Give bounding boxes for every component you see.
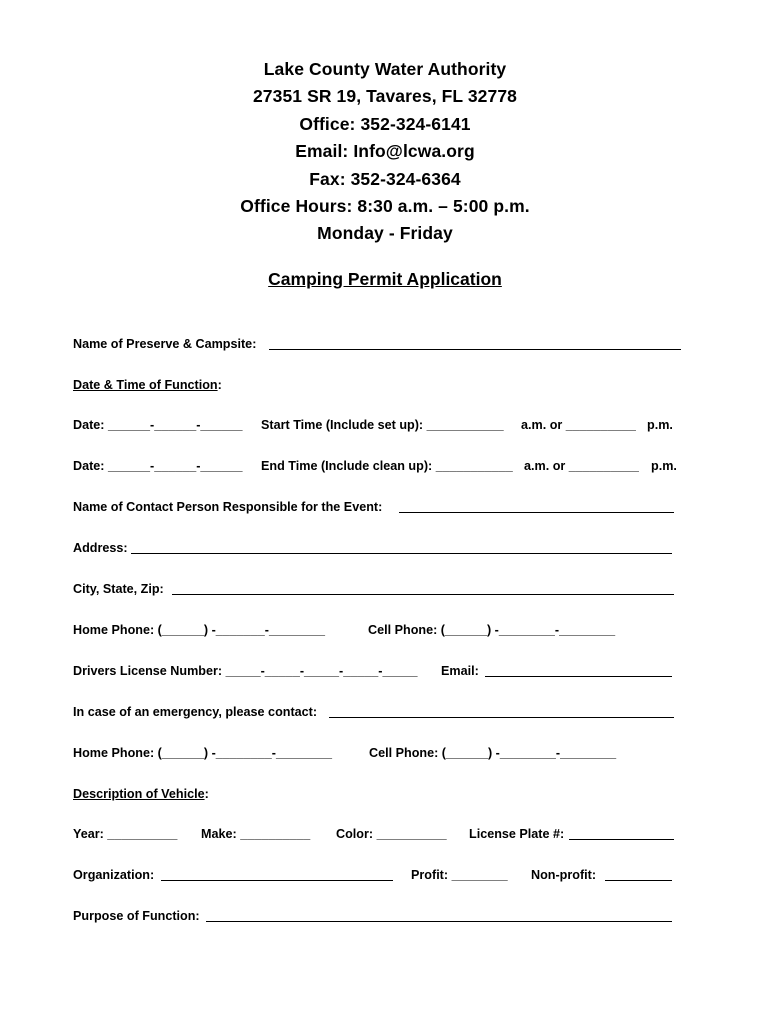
end-time-field[interactable]: End Time (Include clean up): ___________ xyxy=(261,459,513,473)
license-plate-label: License Plate #: xyxy=(469,827,565,841)
nonprofit-field[interactable] xyxy=(605,880,672,881)
license-row xyxy=(73,660,683,682)
document-title: Camping Permit Application xyxy=(268,269,502,289)
organization-row xyxy=(73,864,683,886)
start-pm-label: p.m. xyxy=(647,418,673,432)
office-days: Monday - Friday xyxy=(317,223,453,244)
purpose-field[interactable] xyxy=(206,921,672,922)
address-row xyxy=(73,537,683,559)
organization-label: Organization: xyxy=(73,868,155,882)
end-am-field[interactable]: a.m. or __________ xyxy=(524,459,639,473)
email-label: Email: xyxy=(441,664,479,678)
license-plate-field[interactable] xyxy=(569,839,674,840)
vehicle-make-field[interactable]: Make: __________ xyxy=(201,827,311,841)
date-time-heading: Date & Time of Function xyxy=(73,378,218,392)
letterhead xyxy=(0,56,770,248)
email-field[interactable] xyxy=(485,676,672,677)
emergency-contact-label: In case of an emergency, please contact: xyxy=(73,705,318,719)
city-state-zip-field[interactable] xyxy=(172,594,674,595)
preserve-row xyxy=(73,333,683,355)
vehicle-year-field[interactable]: Year: __________ xyxy=(73,827,178,841)
end-pm-label: p.m. xyxy=(651,459,677,473)
date-time-heading-row xyxy=(73,374,373,396)
contact-person-label: Name of Contact Person Responsible for the Event: xyxy=(73,500,383,514)
address-field[interactable] xyxy=(131,553,672,554)
organization-field[interactable] xyxy=(161,880,393,881)
phone-row-2 xyxy=(73,742,683,764)
org-address: 27351 SR 19, Tavares, FL 32778 xyxy=(252,86,518,107)
emergency-row xyxy=(73,701,683,723)
end-date-row xyxy=(73,455,683,477)
address-label: Address: xyxy=(73,541,128,555)
emergency-cell-phone-field[interactable]: Cell Phone: (______) -________-________ xyxy=(369,746,617,760)
office-phone: Office: 352-324-6141 xyxy=(299,113,471,134)
vehicle-heading-row xyxy=(73,783,373,805)
drivers-license-field[interactable]: Drivers License Number: _____-_____-_____-_____-_____ xyxy=(73,664,418,678)
nonprofit-label: Non-profit: xyxy=(531,868,597,882)
contact-person-field[interactable] xyxy=(399,512,674,513)
home-phone-field[interactable]: Home Phone: (______) -_______-________ xyxy=(73,623,326,637)
heading-colon: : xyxy=(217,378,222,392)
preserve-label: Name of Preserve & Campsite: xyxy=(73,337,257,351)
contact-person-row xyxy=(73,496,683,518)
end-date-field[interactable]: Date: ______-______-______ xyxy=(73,459,243,473)
start-date-field[interactable]: Date: ______-______-______ xyxy=(73,418,243,432)
vehicle-row xyxy=(73,823,683,845)
vehicle-color-field[interactable]: Color: __________ xyxy=(336,827,447,841)
profit-field[interactable]: Profit: ________ xyxy=(411,868,508,882)
vehicle-heading-colon: : xyxy=(204,787,209,801)
start-am-field[interactable]: a.m. or __________ xyxy=(521,418,636,432)
cell-phone-field[interactable]: Cell Phone: (______) -________-________ xyxy=(368,623,616,637)
city-row xyxy=(73,578,683,600)
city-state-zip-label: City, State, Zip: xyxy=(73,582,164,596)
emergency-home-phone-field[interactable]: Home Phone: (______) -________-________ xyxy=(73,746,333,760)
office-email: Email: Info@lcwa.org xyxy=(295,141,475,162)
vehicle-heading: Description of Vehicle xyxy=(73,787,205,801)
start-date-row xyxy=(73,414,683,436)
phone-row-1 xyxy=(73,619,683,641)
emergency-contact-field[interactable] xyxy=(329,717,674,718)
preserve-field[interactable] xyxy=(269,349,681,350)
office-fax: Fax: 352-324-6364 xyxy=(309,168,461,189)
start-time-field[interactable]: Start Time (Include set up): ___________ xyxy=(261,418,504,432)
purpose-row xyxy=(73,905,683,927)
org-name: Lake County Water Authority xyxy=(263,59,507,79)
purpose-label: Purpose of Function: xyxy=(73,909,200,923)
office-hours: Office Hours: 8:30 a.m. – 5:00 p.m. xyxy=(240,196,530,217)
